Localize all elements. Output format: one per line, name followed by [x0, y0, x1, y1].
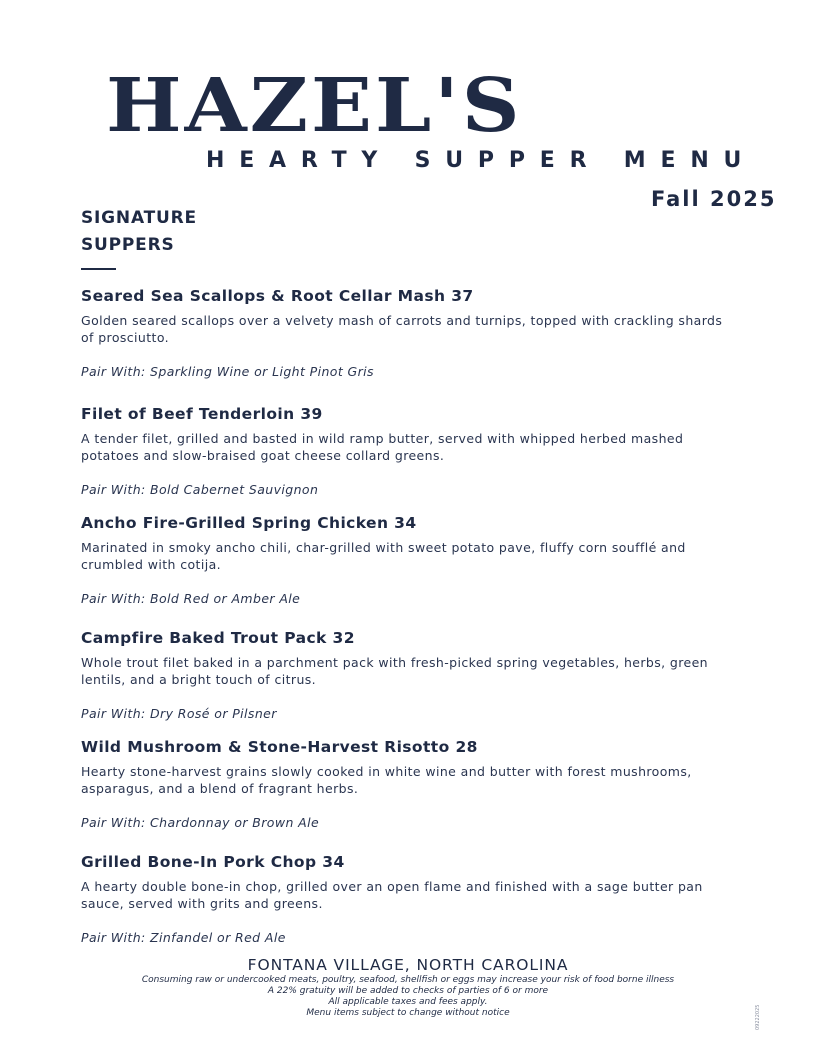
footer-location: FONTANA VILLAGE, NORTH CAROLINA — [247, 956, 569, 974]
item-pairing: Pair With: Sparkling Wine or Light Pinot Gris — [81, 364, 374, 379]
item-description: Marinated in smoky ancho chili, char-grilled with sweet potato pave, fluffy corn soufflé and crumbled with cotija. — [81, 540, 686, 572]
item-description: Golden seared scallops over a velvety mash of carrots and turnips, topped with crackling shards of prosciutto. — [81, 313, 723, 345]
item-name: Wild Mushroom & Stone-Harvest Risotto 28 — [81, 738, 478, 756]
menu-item — [81, 404, 731, 498]
item-pairing: Pair With: Bold Red or Amber Ale — [81, 591, 301, 606]
restaurant-logo: HAZEL'S — [106, 62, 523, 149]
item-description: A hearty double bone-in chop, grilled over an open flame and finished with a sage butter pan sauce, served with grits and greens. — [81, 879, 703, 911]
season-label: Fall 2025 — [651, 187, 777, 211]
item-pairing: Pair With: Bold Cabernet Sauvignon — [81, 482, 319, 497]
menu-item — [81, 852, 731, 946]
item-pairing: Pair With: Dry Rosé or Pilsner — [81, 706, 277, 721]
item-description: Hearty stone-harvest grains slowly cooked in white wine and butter with forest mushrooms, asparagus, and a blend of fragrant herbs. — [81, 764, 692, 796]
menu-item — [81, 737, 731, 831]
item-description: A tender filet, grilled and basted in wild ramp butter, served with whipped herbed mashed potatoes and slow-braised goat cheese collard greens. — [81, 431, 684, 463]
section-title: SIGNATURE SUPPERS — [81, 208, 197, 255]
menu-subtitle: HEARTY SUPPER MENU — [206, 148, 757, 173]
menu-item — [81, 513, 731, 607]
item-name: Filet of Beef Tenderloin 39 — [81, 405, 323, 423]
item-name: Seared Sea Scallops & Root Cellar Mash 37 — [81, 287, 474, 305]
menu-item — [81, 286, 731, 380]
menu-item — [81, 628, 731, 722]
footer-note: A 22% gratuity will be added to checks of parties of 6 or more — [267, 986, 549, 996]
item-name: Campfire Baked Trout Pack 32 — [81, 629, 355, 647]
item-name: Grilled Bone-In Pork Chop 34 — [81, 853, 345, 871]
item-description: Whole trout filet baked in a parchment pack with fresh-picked spring vegetables, herbs, green lentils, and a bright touch of citrus. — [81, 655, 709, 687]
item-name: Ancho Fire-Grilled Spring Chicken 34 — [81, 514, 417, 532]
item-pairing: Pair With: Chardonnay or Brown Ale — [81, 815, 320, 830]
item-pairing: Pair With: Zinfandel or Red Ale — [81, 930, 286, 945]
document-code: 09222025 — [755, 1004, 761, 1030]
section-divider — [81, 268, 116, 270]
footer-note: Consuming raw or undercooked meats, poultry, seafood, shellfish or eggs may increase your risk of food borne illness — [141, 975, 675, 985]
footer-note: Menu items subject to change without notice — [306, 1008, 510, 1018]
footer — [0, 955, 816, 1019]
footer-note: All applicable taxes and fees apply. — [328, 997, 488, 1007]
